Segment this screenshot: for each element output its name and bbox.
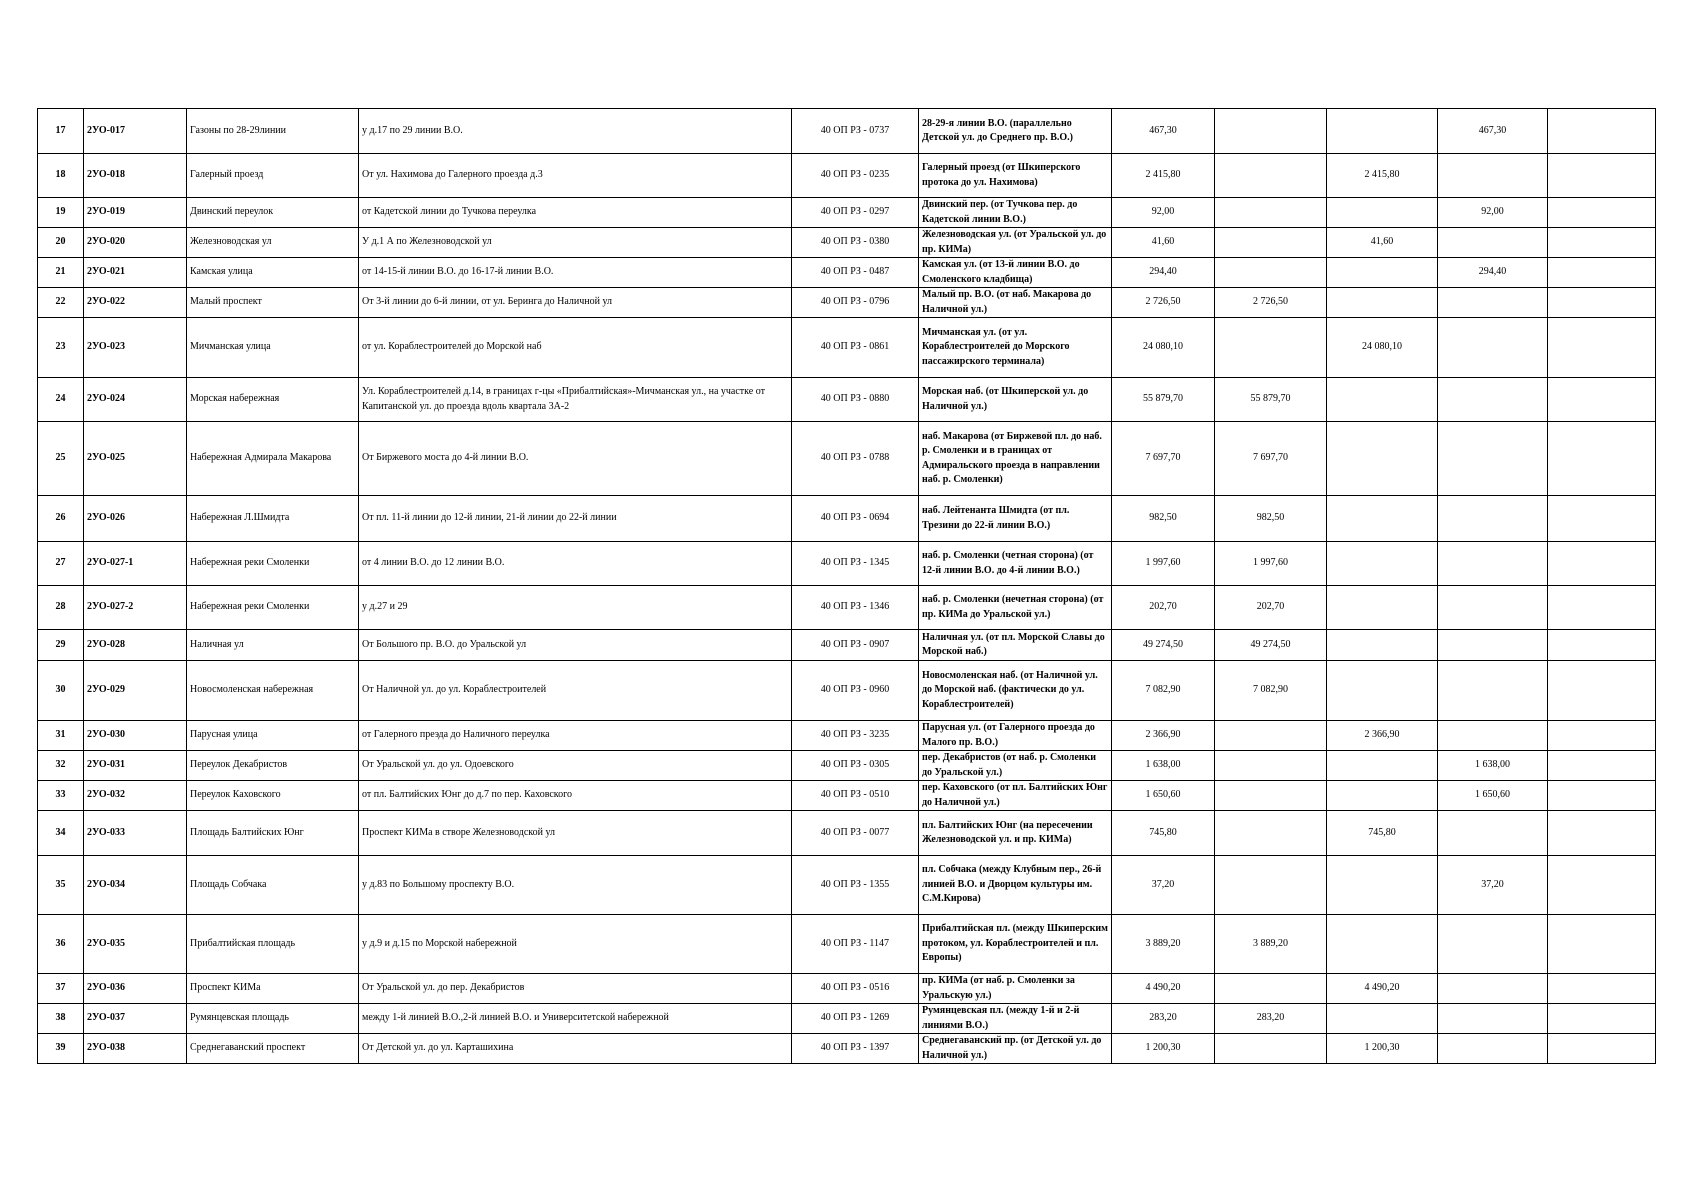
object-location-cell: у д.27 и 29 (359, 586, 792, 630)
area-category-3-cell (1438, 1004, 1548, 1034)
area-category-2-cell: 41,60 (1327, 228, 1438, 258)
road-description-cell: Галерный проезд (от Шкиперского протока до ул. Нахимова) (919, 154, 1112, 198)
area-category-2-cell (1327, 586, 1438, 630)
area-category-4-cell (1548, 856, 1656, 915)
table-row (38, 721, 1656, 751)
object-code-cell: 2УО-028 (84, 630, 187, 661)
area-category-1-cell (1215, 811, 1327, 856)
object-location-cell: от ул. Кораблестроителей до Морской наб (359, 318, 792, 378)
registry-number-cell: 40 ОП РЗ - 0487 (792, 258, 919, 288)
object-location-cell: У д.1 А по Железноводской ул (359, 228, 792, 258)
area-category-1-cell: 55 879,70 (1215, 378, 1327, 422)
registry-number-cell: 40 ОП РЗ - 1346 (792, 586, 919, 630)
area-total-cell: 24 080,10 (1112, 318, 1215, 378)
area-category-1-cell (1215, 721, 1327, 751)
area-total-cell: 1 997,60 (1112, 542, 1215, 586)
road-description-cell: Новосмоленская наб. (от Наличной ул. до Морской наб. (фактически до ул. Кораблестроителей) (919, 661, 1112, 721)
area-category-2-cell: 1 200,30 (1327, 1034, 1438, 1064)
row-number-cell: 38 (38, 1004, 84, 1034)
object-code-cell: 2УО-035 (84, 915, 187, 974)
area-category-3-cell (1438, 542, 1548, 586)
registry-number-cell: 40 ОП РЗ - 0960 (792, 661, 919, 721)
area-category-1-cell: 2 726,50 (1215, 288, 1327, 318)
road-description-cell: пл. Собчака (между Клубным пер., 26-й линией В.О. и Дворцом культуры им. С.М.Кирова) (919, 856, 1112, 915)
area-category-2-cell (1327, 661, 1438, 721)
area-category-3-cell: 1 650,60 (1438, 781, 1548, 811)
object-code-cell: 2УО-027-1 (84, 542, 187, 586)
road-description-cell: 28-29-я линии В.О. (параллельно Детской ул. до Среднего пр. В.О.) (919, 109, 1112, 154)
area-category-4-cell (1548, 915, 1656, 974)
registry-number-cell: 40 ОП РЗ - 1147 (792, 915, 919, 974)
object-location-cell: у д.17 по 29 линии В.О. (359, 109, 792, 154)
registry-number-cell: 40 ОП РЗ - 3235 (792, 721, 919, 751)
row-number-cell: 29 (38, 630, 84, 661)
area-category-4-cell (1548, 288, 1656, 318)
road-description-cell: Парусная ул. (от Галерного проезда до Малого пр. В.О.) (919, 721, 1112, 751)
area-category-1-cell (1215, 856, 1327, 915)
area-category-4-cell (1548, 586, 1656, 630)
object-code-cell: 2УО-030 (84, 721, 187, 751)
registry-number-cell: 40 ОП РЗ - 0380 (792, 228, 919, 258)
area-total-cell: 1 200,30 (1112, 1034, 1215, 1064)
row-number-cell: 24 (38, 378, 84, 422)
area-category-4-cell (1548, 974, 1656, 1004)
table-body (38, 109, 1656, 1064)
object-location-cell: у д.9 и д.15 по Морской набережной (359, 915, 792, 974)
area-category-1-cell: 7 082,90 (1215, 661, 1327, 721)
road-description-cell: пр. КИМа (от наб. р. Смоленки за Уральскую ул.) (919, 974, 1112, 1004)
area-category-3-cell (1438, 915, 1548, 974)
row-number-cell: 27 (38, 542, 84, 586)
object-code-cell: 2УО-023 (84, 318, 187, 378)
area-total-cell: 283,20 (1112, 1004, 1215, 1034)
area-category-4-cell (1548, 781, 1656, 811)
row-number-cell: 37 (38, 974, 84, 1004)
area-category-3-cell (1438, 811, 1548, 856)
object-location-cell: от 4 линии В.О. до 12 линии В.О. (359, 542, 792, 586)
road-description-cell: Камская ул. (от 13-й линии В.О. до Смоленского кладбища) (919, 258, 1112, 288)
area-category-4-cell (1548, 109, 1656, 154)
object-name-cell: Набережная Адмирала Макарова (187, 422, 359, 496)
object-location-cell: между 1-й линией В.О.,2-й линией В.О. и Университетской набережной (359, 1004, 792, 1034)
object-name-cell: Переулок Каховского (187, 781, 359, 811)
area-category-3-cell (1438, 318, 1548, 378)
object-name-cell: Прибалтийская площадь (187, 915, 359, 974)
object-code-cell: 2УО-024 (84, 378, 187, 422)
area-total-cell: 55 879,70 (1112, 378, 1215, 422)
registry-number-cell: 40 ОП РЗ - 1345 (792, 542, 919, 586)
object-code-cell: 2УО-037 (84, 1004, 187, 1034)
row-number-cell: 32 (38, 751, 84, 781)
area-category-2-cell (1327, 378, 1438, 422)
area-total-cell: 1 650,60 (1112, 781, 1215, 811)
registry-number-cell: 40 ОП РЗ - 0861 (792, 318, 919, 378)
registry-number-cell: 40 ОП РЗ - 0907 (792, 630, 919, 661)
object-code-cell: 2УО-021 (84, 258, 187, 288)
area-category-2-cell: 745,80 (1327, 811, 1438, 856)
registry-number-cell: 40 ОП РЗ - 0235 (792, 154, 919, 198)
area-category-1-cell (1215, 781, 1327, 811)
table-row (38, 154, 1656, 198)
area-category-4-cell (1548, 1004, 1656, 1034)
area-total-cell: 294,40 (1112, 258, 1215, 288)
road-description-cell: Румянцевская пл. (между 1-й и 2-й линиями В.О.) (919, 1004, 1112, 1034)
table-row (38, 496, 1656, 542)
table-row (38, 974, 1656, 1004)
road-description-cell: Среднегаванский пр. (от Детской ул. до Наличной ул.) (919, 1034, 1112, 1064)
object-location-cell: От ул. Нахимова до Галерного проезда д.3 (359, 154, 792, 198)
table-row (38, 109, 1656, 154)
area-category-4-cell (1548, 318, 1656, 378)
area-category-3-cell (1438, 496, 1548, 542)
row-number-cell: 36 (38, 915, 84, 974)
table-row (38, 378, 1656, 422)
road-description-cell: Наличная ул. (от пл. Морской Славы до Морской наб.) (919, 630, 1112, 661)
object-name-cell: Галерный проезд (187, 154, 359, 198)
object-location-cell: От пл. 11-й линии до 12-й линии, 21-й линии до 22-й линии (359, 496, 792, 542)
object-name-cell: Новосмоленская набережная (187, 661, 359, 721)
registry-number-cell: 40 ОП РЗ - 1397 (792, 1034, 919, 1064)
object-location-cell: Ул. Кораблестроителей д.14, в границах г-цы «Прибалтийская»-Мичманская ул., на участке от Капитанской ул. до проезда вдоль квартала 3А-2 (359, 378, 792, 422)
registry-number-cell: 40 ОП РЗ - 0516 (792, 974, 919, 1004)
area-category-1-cell: 3 889,20 (1215, 915, 1327, 974)
object-location-cell: от 14-15-й линии В.О. до 16-17-й линии В.О. (359, 258, 792, 288)
object-name-cell: Парусная улица (187, 721, 359, 751)
area-category-3-cell (1438, 974, 1548, 1004)
object-name-cell: Проспект КИМа (187, 974, 359, 1004)
registry-number-cell: 40 ОП РЗ - 0796 (792, 288, 919, 318)
row-number-cell: 33 (38, 781, 84, 811)
object-code-cell: 2УО-025 (84, 422, 187, 496)
registry-number-cell: 40 ОП РЗ - 0305 (792, 751, 919, 781)
area-category-2-cell: 2 415,80 (1327, 154, 1438, 198)
object-name-cell: Румянцевская площадь (187, 1004, 359, 1034)
area-category-1-cell (1215, 154, 1327, 198)
area-total-cell: 202,70 (1112, 586, 1215, 630)
object-code-cell: 2УО-032 (84, 781, 187, 811)
area-category-4-cell (1548, 228, 1656, 258)
area-category-4-cell (1548, 661, 1656, 721)
table-row (38, 1004, 1656, 1034)
area-category-4-cell (1548, 198, 1656, 228)
area-category-4-cell (1548, 258, 1656, 288)
area-category-2-cell (1327, 751, 1438, 781)
table-row (38, 422, 1656, 496)
area-total-cell: 745,80 (1112, 811, 1215, 856)
area-category-4-cell (1548, 496, 1656, 542)
object-name-cell: Набережная реки Смоленки (187, 586, 359, 630)
area-category-1-cell (1215, 974, 1327, 1004)
road-registry-table-container (37, 108, 1655, 1064)
object-code-cell: 2УО-031 (84, 751, 187, 781)
object-code-cell: 2УО-018 (84, 154, 187, 198)
object-name-cell: Набережная Л.Шмидта (187, 496, 359, 542)
road-description-cell: Прибалтийская пл. (между Шкиперским протоком, ул. Кораблестроителей и пл. Европы) (919, 915, 1112, 974)
area-category-4-cell (1548, 1034, 1656, 1064)
table-row (38, 811, 1656, 856)
table-row (38, 1034, 1656, 1064)
area-category-3-cell (1438, 586, 1548, 630)
road-description-cell: наб. р. Смоленки (нечетная сторона) (от пр. КИМа до Уральской ул.) (919, 586, 1112, 630)
area-category-1-cell (1215, 318, 1327, 378)
road-registry-table (37, 108, 1656, 1064)
table-row (38, 318, 1656, 378)
registry-number-cell: 40 ОП РЗ - 0297 (792, 198, 919, 228)
area-category-1-cell (1215, 258, 1327, 288)
road-description-cell: наб. Лейтенанта Шмидта (от пл. Трезини до 22-й линии В.О.) (919, 496, 1112, 542)
area-category-3-cell (1438, 422, 1548, 496)
area-category-1-cell (1215, 198, 1327, 228)
area-category-3-cell (1438, 661, 1548, 721)
object-name-cell: Малый проспект (187, 288, 359, 318)
table-row (38, 258, 1656, 288)
area-category-2-cell (1327, 542, 1438, 586)
object-name-cell: Площадь Балтийских Юнг (187, 811, 359, 856)
table-row (38, 630, 1656, 661)
area-category-3-cell (1438, 154, 1548, 198)
area-category-1-cell (1215, 751, 1327, 781)
registry-number-cell: 40 ОП РЗ - 1355 (792, 856, 919, 915)
area-category-1-cell (1215, 228, 1327, 258)
object-location-cell: у д.83 по Большому проспекту В.О. (359, 856, 792, 915)
area-category-4-cell (1548, 721, 1656, 751)
area-category-1-cell (1215, 109, 1327, 154)
area-category-2-cell (1327, 1004, 1438, 1034)
area-total-cell: 92,00 (1112, 198, 1215, 228)
object-name-cell: Мичманская улица (187, 318, 359, 378)
area-total-cell: 2 366,90 (1112, 721, 1215, 751)
object-code-cell: 2УО-027-2 (84, 586, 187, 630)
object-name-cell: Железноводская ул (187, 228, 359, 258)
area-category-4-cell (1548, 422, 1656, 496)
area-category-4-cell (1548, 154, 1656, 198)
object-code-cell: 2УО-020 (84, 228, 187, 258)
area-category-2-cell (1327, 198, 1438, 228)
area-category-1-cell: 982,50 (1215, 496, 1327, 542)
area-category-2-cell (1327, 630, 1438, 661)
area-total-cell: 2 415,80 (1112, 154, 1215, 198)
object-name-cell: Площадь Собчака (187, 856, 359, 915)
object-code-cell: 2УО-036 (84, 974, 187, 1004)
area-total-cell: 2 726,50 (1112, 288, 1215, 318)
registry-number-cell: 40 ОП РЗ - 0510 (792, 781, 919, 811)
area-category-4-cell (1548, 630, 1656, 661)
area-category-3-cell (1438, 378, 1548, 422)
area-category-1-cell (1215, 1034, 1327, 1064)
road-description-cell: пл. Балтийских Юнг (на пересечении Железноводской ул. и пр. КИМа) (919, 811, 1112, 856)
registry-number-cell: 40 ОП РЗ - 0694 (792, 496, 919, 542)
object-name-cell: Камская улица (187, 258, 359, 288)
object-name-cell: Переулок Декабристов (187, 751, 359, 781)
registry-number-cell: 40 ОП РЗ - 0788 (792, 422, 919, 496)
area-category-4-cell (1548, 378, 1656, 422)
area-total-cell: 3 889,20 (1112, 915, 1215, 974)
object-location-cell: от Кадетской линии до Тучкова переулка (359, 198, 792, 228)
object-name-cell: Газоны по 28-29линии (187, 109, 359, 154)
area-category-3-cell: 92,00 (1438, 198, 1548, 228)
area-category-2-cell (1327, 109, 1438, 154)
road-description-cell: Двинский пер. (от Тучкова пер. до Кадетской линии В.О.) (919, 198, 1112, 228)
area-category-4-cell (1548, 811, 1656, 856)
road-description-cell: наб. Макарова (от Биржевой пл. до наб. р. Смоленки и в границах от Адмиральского проезда в направлении наб. р. Смоленки) (919, 422, 1112, 496)
object-code-cell: 2УО-033 (84, 811, 187, 856)
area-category-2-cell (1327, 781, 1438, 811)
object-location-cell: От Уральской ул. до пер. Декабристов (359, 974, 792, 1004)
object-location-cell: От Уральской ул. до ул. Одоевского (359, 751, 792, 781)
area-category-2-cell (1327, 422, 1438, 496)
area-total-cell: 37,20 (1112, 856, 1215, 915)
area-category-3-cell: 467,30 (1438, 109, 1548, 154)
object-code-cell: 2УО-029 (84, 661, 187, 721)
row-number-cell: 18 (38, 154, 84, 198)
road-description-cell: Морская наб. (от Шкиперской ул. до Наличной ул.) (919, 378, 1112, 422)
object-name-cell: Двинский переулок (187, 198, 359, 228)
object-code-cell: 2УО-022 (84, 288, 187, 318)
object-location-cell: От Биржевого моста до 4-й линии В.О. (359, 422, 792, 496)
table-row (38, 228, 1656, 258)
object-code-cell: 2УО-017 (84, 109, 187, 154)
area-category-1-cell: 202,70 (1215, 586, 1327, 630)
road-description-cell: Железноводская ул. (от Уральской ул. до пр. КИМа) (919, 228, 1112, 258)
registry-number-cell: 40 ОП РЗ - 1269 (792, 1004, 919, 1034)
table-row (38, 542, 1656, 586)
object-name-cell: Среднегаванский проспект (187, 1034, 359, 1064)
object-code-cell: 2УО-019 (84, 198, 187, 228)
object-name-cell: Наличная ул (187, 630, 359, 661)
area-category-2-cell (1327, 258, 1438, 288)
row-number-cell: 26 (38, 496, 84, 542)
table-row (38, 915, 1656, 974)
area-category-4-cell (1548, 751, 1656, 781)
area-category-3-cell (1438, 228, 1548, 258)
area-category-1-cell: 49 274,50 (1215, 630, 1327, 661)
object-name-cell: Морская набережная (187, 378, 359, 422)
area-category-2-cell (1327, 496, 1438, 542)
object-code-cell: 2УО-026 (84, 496, 187, 542)
table-row (38, 288, 1656, 318)
area-category-1-cell: 7 697,70 (1215, 422, 1327, 496)
table-row (38, 198, 1656, 228)
road-description-cell: Малый пр. В.О. (от наб. Макарова до Наличной ул.) (919, 288, 1112, 318)
area-category-3-cell: 37,20 (1438, 856, 1548, 915)
object-location-cell: От Большого пр. В.О. до Уральской ул (359, 630, 792, 661)
object-location-cell: от Галерного преэда до Наличного переулка (359, 721, 792, 751)
row-number-cell: 19 (38, 198, 84, 228)
area-category-2-cell: 2 366,90 (1327, 721, 1438, 751)
table-row (38, 661, 1656, 721)
area-category-3-cell (1438, 721, 1548, 751)
area-category-3-cell (1438, 288, 1548, 318)
row-number-cell: 22 (38, 288, 84, 318)
row-number-cell: 34 (38, 811, 84, 856)
area-category-2-cell (1327, 856, 1438, 915)
row-number-cell: 21 (38, 258, 84, 288)
registry-number-cell: 40 ОП РЗ - 0077 (792, 811, 919, 856)
registry-number-cell: 40 ОП РЗ - 0737 (792, 109, 919, 154)
table-row (38, 781, 1656, 811)
road-description-cell: пер. Декабристов (от наб. р. Смоленки до Уральской ул.) (919, 751, 1112, 781)
area-category-2-cell: 24 080,10 (1327, 318, 1438, 378)
row-number-cell: 30 (38, 661, 84, 721)
road-description-cell: Мичманская ул. (от ул. Кораблестроителей до Морского пассажирского терминала) (919, 318, 1112, 378)
area-category-3-cell (1438, 630, 1548, 661)
area-category-3-cell: 1 638,00 (1438, 751, 1548, 781)
object-location-cell: от пл. Балтийских Юнг до д.7 по пер. Каховского (359, 781, 792, 811)
object-location-cell: От Детской ул. до ул. Карташихина (359, 1034, 792, 1064)
table-row (38, 586, 1656, 630)
row-number-cell: 25 (38, 422, 84, 496)
road-description-cell: пер. Каховского (от пл. Балтийских Юнг до Наличной ул.) (919, 781, 1112, 811)
area-total-cell: 1 638,00 (1112, 751, 1215, 781)
area-total-cell: 7 082,90 (1112, 661, 1215, 721)
row-number-cell: 31 (38, 721, 84, 751)
row-number-cell: 28 (38, 586, 84, 630)
area-category-2-cell (1327, 915, 1438, 974)
object-code-cell: 2УО-038 (84, 1034, 187, 1064)
area-category-3-cell (1438, 1034, 1548, 1064)
area-total-cell: 982,50 (1112, 496, 1215, 542)
object-location-cell: Проспект КИМа в створе Железноводской ул (359, 811, 792, 856)
row-number-cell: 17 (38, 109, 84, 154)
row-number-cell: 20 (38, 228, 84, 258)
area-total-cell: 41,60 (1112, 228, 1215, 258)
row-number-cell: 23 (38, 318, 84, 378)
registry-number-cell: 40 ОП РЗ - 0880 (792, 378, 919, 422)
area-category-1-cell: 283,20 (1215, 1004, 1327, 1034)
object-location-cell: От 3-й линии до 6-й линии, от ул. Беринга до Наличной ул (359, 288, 792, 318)
area-category-1-cell: 1 997,60 (1215, 542, 1327, 586)
table-row (38, 751, 1656, 781)
object-location-cell: От Наличной ул. до ул. Кораблестроителей (359, 661, 792, 721)
area-category-2-cell (1327, 288, 1438, 318)
area-category-4-cell (1548, 542, 1656, 586)
row-number-cell: 39 (38, 1034, 84, 1064)
area-category-3-cell: 294,40 (1438, 258, 1548, 288)
area-total-cell: 4 490,20 (1112, 974, 1215, 1004)
area-total-cell: 7 697,70 (1112, 422, 1215, 496)
area-total-cell: 467,30 (1112, 109, 1215, 154)
row-number-cell: 35 (38, 856, 84, 915)
object-code-cell: 2УО-034 (84, 856, 187, 915)
table-row (38, 856, 1656, 915)
object-name-cell: Набережная реки Смоленки (187, 542, 359, 586)
area-total-cell: 49 274,50 (1112, 630, 1215, 661)
road-description-cell: наб. р. Смоленки (четная сторона) (от 12-й линии В.О. до 4-й линии В.О.) (919, 542, 1112, 586)
area-category-2-cell: 4 490,20 (1327, 974, 1438, 1004)
